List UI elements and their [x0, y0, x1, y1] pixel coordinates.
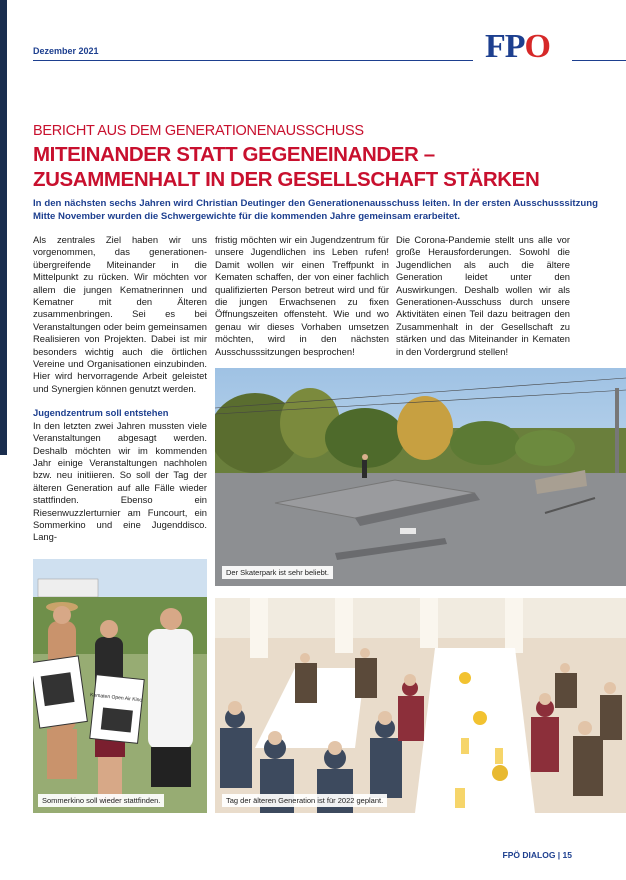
article-headline: MITEINANDER STATT GEGENEINANDER – ZUSAMMENHALT IN DER GESELLSCHAFT STÄRKEN — [33, 143, 540, 191]
sommerkino-photo — [33, 559, 207, 813]
article-kicker: BERICHT AUS DEM GENERATIONENAUSSCHUSS — [33, 123, 364, 139]
skatepark-illustration — [215, 368, 626, 586]
paragraph: In den letzten zwei Jahren mussten viele Veranstaltungen abgesagt werden. Deshalb möchten wir im kommenden Jahr einige Veranstaltungen nachholen bzw. neu initiieren. So soll der Tag der älteren Generation auf alle Fälle wieder stattfinden. Ebenso ein Riesenwuzzlerturnier am Funcourt, ein Sommerkino und eine Jugenddisco. Lang- — [33, 419, 207, 543]
page-footer: FPÖ DIALOG | 15 — [502, 850, 572, 860]
issue-date: Dezember 2021 — [33, 46, 99, 56]
poster-text: Kematen Open Air Kino — [89, 692, 143, 704]
sommerkino-caption: Sommerkino soll wieder stattfinden. — [38, 794, 164, 807]
paragraph: Die Corona-Pandemie stellt uns alle vor große Herausforderungen. Sowohl die Jugendlichen als auch die ältere Generation leidet unter den Auswirkungen. Deshalb wollen wir als Generationen-Ausschuss durch unsere Aktivitäten einen Teil dazu beitragen den Zusammenhalt in der Gesellschaft zu stärken und das Miteinander in Kematen in den Vordergrund stellen! — [396, 234, 570, 357]
fpoe-logo: FPO — [485, 28, 550, 65]
skatepark-photo — [215, 368, 626, 586]
header-rule-right — [572, 60, 626, 61]
text-column-3 — [396, 234, 570, 358]
text-column-2 — [215, 234, 389, 358]
subheading: Jugendzentrum soll entstehen — [33, 407, 169, 419]
text-column-1 — [33, 234, 207, 544]
sommerkino-illustration — [33, 559, 207, 813]
paragraph: Als zentrales Ziel haben wir uns vorgenommen, das generationen-übergreifende Miteinander in die Mittelpunkt zu rücken. Wir möchten vor allem die jungen Kematnerinnen und Kematner mit den Älteren zusammenbringen. Sei es bei Veranstaltungen oder beim gemeinsamen Realisieren von Projekten. Dabei ist mir besonders wichtig auch die örtlichen Vereine und Organisationen einzubinden. Hier wird hervorragende Arbeit geleistet und Synergien können genutzt werden. — [33, 234, 207, 394]
generation-event-photo — [215, 598, 626, 813]
paragraph: fristig möchten wir ein Jugendzentrum für unsere Jugendlichen ins Leben rufen! Damit wollen wir einen Treffpunkt in Kematen schaffen, der von einer fachlich qualifizierten Person betreut wird und für die jungen Erwachsenen zu fixen Öffnungszeiten offensteht. Wie und wo genau wir dieses Vorhaben umsetzen möchten, wird in den nächsten Ausschusssitzungen besprochen! — [215, 234, 389, 357]
event-hall-illustration — [215, 598, 626, 813]
skatepark-caption: Der Skaterpark ist sehr beliebt. — [222, 566, 333, 579]
generation-caption: Tag der älteren Generation ist für 2022 geplant. — [222, 794, 387, 807]
article-lead: In den nächsten sechs Jahren wird Christian Deutinger den Generationenausschuss leiten. In der ersten Ausschusssitzung Mitte November wurden die Schwergewichte für die kommenden Jahre gemeinsam erarbeitet. — [33, 198, 598, 222]
side-accent-bar — [0, 0, 7, 455]
header-rule-left — [33, 60, 473, 61]
